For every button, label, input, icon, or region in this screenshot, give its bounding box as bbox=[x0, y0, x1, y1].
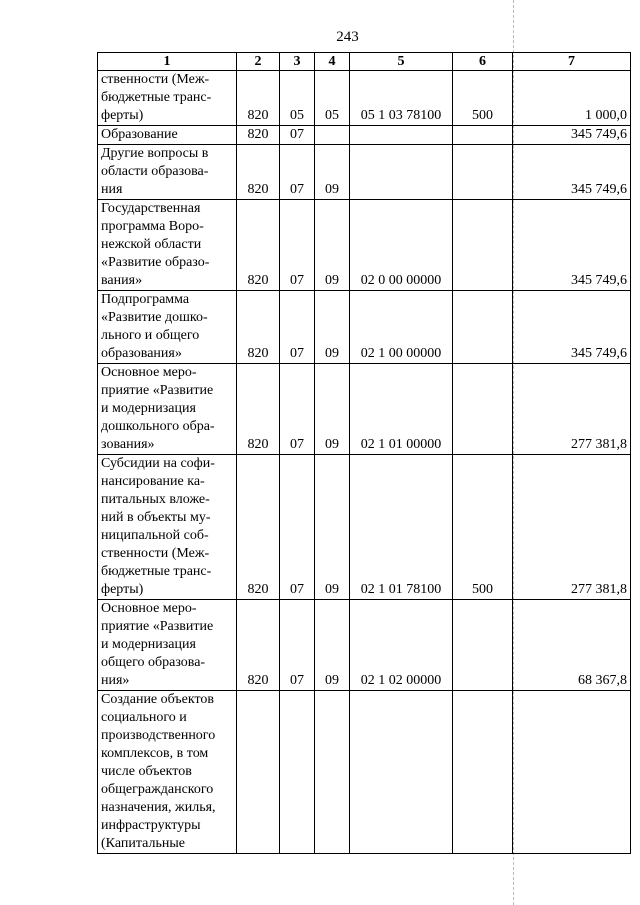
subsection-code-cell: 09 bbox=[315, 200, 350, 291]
expense-type-cell bbox=[453, 691, 513, 854]
target-article-cell: 05 1 03 78100 bbox=[350, 71, 453, 126]
row-name-line: Субсидии на софи- bbox=[101, 456, 215, 471]
ministry-code-cell: 820 bbox=[237, 200, 280, 291]
row-name-line: Государственная bbox=[101, 201, 201, 216]
column-header-1: 1 bbox=[98, 53, 237, 71]
section-code-cell: 07 bbox=[280, 455, 315, 600]
column-header-4: 4 bbox=[315, 53, 350, 71]
ministry-code-cell bbox=[237, 691, 280, 854]
target-article-cell: 02 1 00 00000 bbox=[350, 291, 453, 364]
target-article-cell: 02 1 01 00000 bbox=[350, 364, 453, 455]
amount-cell: 345 749,6 bbox=[513, 200, 631, 291]
row-name-line: Другие вопросы в bbox=[101, 146, 209, 161]
row-name-cell bbox=[98, 691, 237, 854]
column-header-3: 3 bbox=[280, 53, 315, 71]
table-row bbox=[98, 126, 631, 145]
row-name-cell bbox=[98, 200, 237, 291]
row-name-line: назначения, жилья, bbox=[101, 800, 216, 815]
target-article-cell bbox=[350, 126, 453, 145]
row-name-cell bbox=[98, 291, 237, 364]
row-name-cell bbox=[98, 455, 237, 600]
subsection-code-cell: 09 bbox=[315, 455, 350, 600]
row-name-line: бюджетные транс- bbox=[101, 564, 212, 579]
row-name-line: Основное меро- bbox=[101, 365, 197, 380]
expense-type-cell bbox=[453, 600, 513, 691]
row-name-cell bbox=[98, 126, 237, 145]
row-name-line: приятие «Развитие bbox=[101, 383, 214, 398]
expense-type-cell bbox=[453, 364, 513, 455]
subsection-code-cell: 09 bbox=[315, 600, 350, 691]
budget-table bbox=[97, 52, 631, 854]
subsection-code-cell: 09 bbox=[315, 364, 350, 455]
table-row bbox=[98, 455, 631, 600]
table-body bbox=[98, 71, 631, 854]
row-name-cell bbox=[98, 600, 237, 691]
row-name-line: «Развитие дошко- bbox=[101, 310, 208, 325]
section-code-cell: 07 bbox=[280, 200, 315, 291]
section-code-cell: 07 bbox=[280, 126, 315, 145]
table-row bbox=[98, 600, 631, 691]
ministry-code-cell: 820 bbox=[237, 600, 280, 691]
row-name-line: Подпрограмма bbox=[101, 292, 190, 307]
row-name-line: бюджетные транс- bbox=[101, 90, 212, 105]
row-name-line: Основное меро- bbox=[101, 601, 197, 616]
row-name-line: ственности (Меж- bbox=[101, 72, 210, 87]
row-name-cell bbox=[98, 145, 237, 200]
amount-cell: 277 381,8 bbox=[513, 364, 631, 455]
row-name-line: ния» bbox=[101, 673, 130, 688]
row-name-line: области образова- bbox=[101, 164, 209, 179]
row-name-line: комплексов, в том bbox=[101, 746, 209, 761]
ministry-code-cell: 820 bbox=[237, 145, 280, 200]
ministry-code-cell: 820 bbox=[237, 126, 280, 145]
row-name-line: ний в объекты му- bbox=[101, 510, 211, 525]
row-name-line: и модернизация bbox=[101, 401, 196, 416]
column-header-2: 2 bbox=[237, 53, 280, 71]
row-name-line: числе объектов bbox=[101, 764, 192, 779]
expense-type-cell bbox=[453, 291, 513, 364]
row-name-line: Образование bbox=[101, 127, 178, 142]
row-name-line: общего образова- bbox=[101, 655, 206, 670]
row-name-line: нежской области bbox=[101, 237, 202, 252]
expense-type-cell: 500 bbox=[453, 455, 513, 600]
target-article-cell: 02 1 01 78100 bbox=[350, 455, 453, 600]
row-name-cell bbox=[98, 364, 237, 455]
row-name-line: дошкольного обра- bbox=[101, 419, 215, 434]
target-article-cell: 02 1 02 00000 bbox=[350, 600, 453, 691]
amount-cell bbox=[513, 691, 631, 854]
amount-cell: 345 749,6 bbox=[513, 126, 631, 145]
row-name-line: ниципальной соб- bbox=[101, 528, 209, 543]
row-name-line: ния bbox=[101, 182, 123, 197]
amount-cell: 345 749,6 bbox=[513, 291, 631, 364]
amount-cell: 345 749,6 bbox=[513, 145, 631, 200]
section-code-cell: 07 bbox=[280, 364, 315, 455]
table-row bbox=[98, 691, 631, 854]
amount-cell: 68 367,8 bbox=[513, 600, 631, 691]
section-code-cell: 05 bbox=[280, 71, 315, 126]
header-row bbox=[98, 53, 631, 71]
ministry-code-cell: 820 bbox=[237, 291, 280, 364]
row-name-line: (Капитальные bbox=[101, 836, 185, 851]
subsection-code-cell: 09 bbox=[315, 145, 350, 200]
table-row bbox=[98, 291, 631, 364]
target-article-cell bbox=[350, 691, 453, 854]
row-name-line: приятие «Развитие bbox=[101, 619, 214, 634]
expense-type-cell bbox=[453, 200, 513, 291]
row-name-line: «Развитие образо- bbox=[101, 255, 210, 270]
ministry-code-cell: 820 bbox=[237, 71, 280, 126]
expense-type-cell bbox=[453, 126, 513, 145]
ministry-code-cell: 820 bbox=[237, 364, 280, 455]
ministry-code-cell: 820 bbox=[237, 455, 280, 600]
table-row bbox=[98, 145, 631, 200]
column-header-7: 7 bbox=[513, 53, 631, 71]
section-code-cell: 07 bbox=[280, 291, 315, 364]
row-name-line: ферты) bbox=[101, 582, 144, 597]
row-name-line: инфраструктуры bbox=[101, 818, 201, 833]
subsection-code-cell: 09 bbox=[315, 291, 350, 364]
row-name-line: социального и bbox=[101, 710, 187, 725]
column-header-5: 5 bbox=[350, 53, 453, 71]
expense-type-cell: 500 bbox=[453, 71, 513, 126]
amount-cell: 277 381,8 bbox=[513, 455, 631, 600]
row-name-line: ственности (Меж- bbox=[101, 546, 210, 561]
row-name-line: общегражданского bbox=[101, 782, 214, 797]
table-header bbox=[98, 53, 631, 71]
section-code-cell bbox=[280, 691, 315, 854]
table-row bbox=[98, 364, 631, 455]
row-name-line: нансирование ка- bbox=[101, 474, 205, 489]
row-name-line: льного и общего bbox=[101, 328, 200, 343]
row-name-line: образования» bbox=[101, 346, 182, 361]
subsection-code-cell bbox=[315, 126, 350, 145]
target-article-cell: 02 0 00 00000 bbox=[350, 200, 453, 291]
column-header-6: 6 bbox=[453, 53, 513, 71]
row-name-line: и модернизация bbox=[101, 637, 196, 652]
target-article-cell bbox=[350, 145, 453, 200]
section-code-cell: 07 bbox=[280, 145, 315, 200]
row-name-line: зования» bbox=[101, 437, 155, 452]
subsection-code-cell: 05 bbox=[315, 71, 350, 126]
page-number: 243 bbox=[336, 29, 359, 45]
table-row bbox=[98, 200, 631, 291]
row-name-line: программа Воро- bbox=[101, 219, 204, 234]
row-name-line: питальных вложе- bbox=[101, 492, 210, 507]
amount-cell: 1 000,0 bbox=[513, 71, 631, 126]
row-name-line: ферты) bbox=[101, 108, 144, 123]
row-name-line: Создание объектов bbox=[101, 692, 215, 707]
row-name-line: вания» bbox=[101, 273, 143, 288]
table-row bbox=[98, 71, 631, 126]
row-name-line: производственного bbox=[101, 728, 216, 743]
row-name-cell bbox=[98, 71, 237, 126]
subsection-code-cell bbox=[315, 691, 350, 854]
section-code-cell: 07 bbox=[280, 600, 315, 691]
expense-type-cell bbox=[453, 145, 513, 200]
